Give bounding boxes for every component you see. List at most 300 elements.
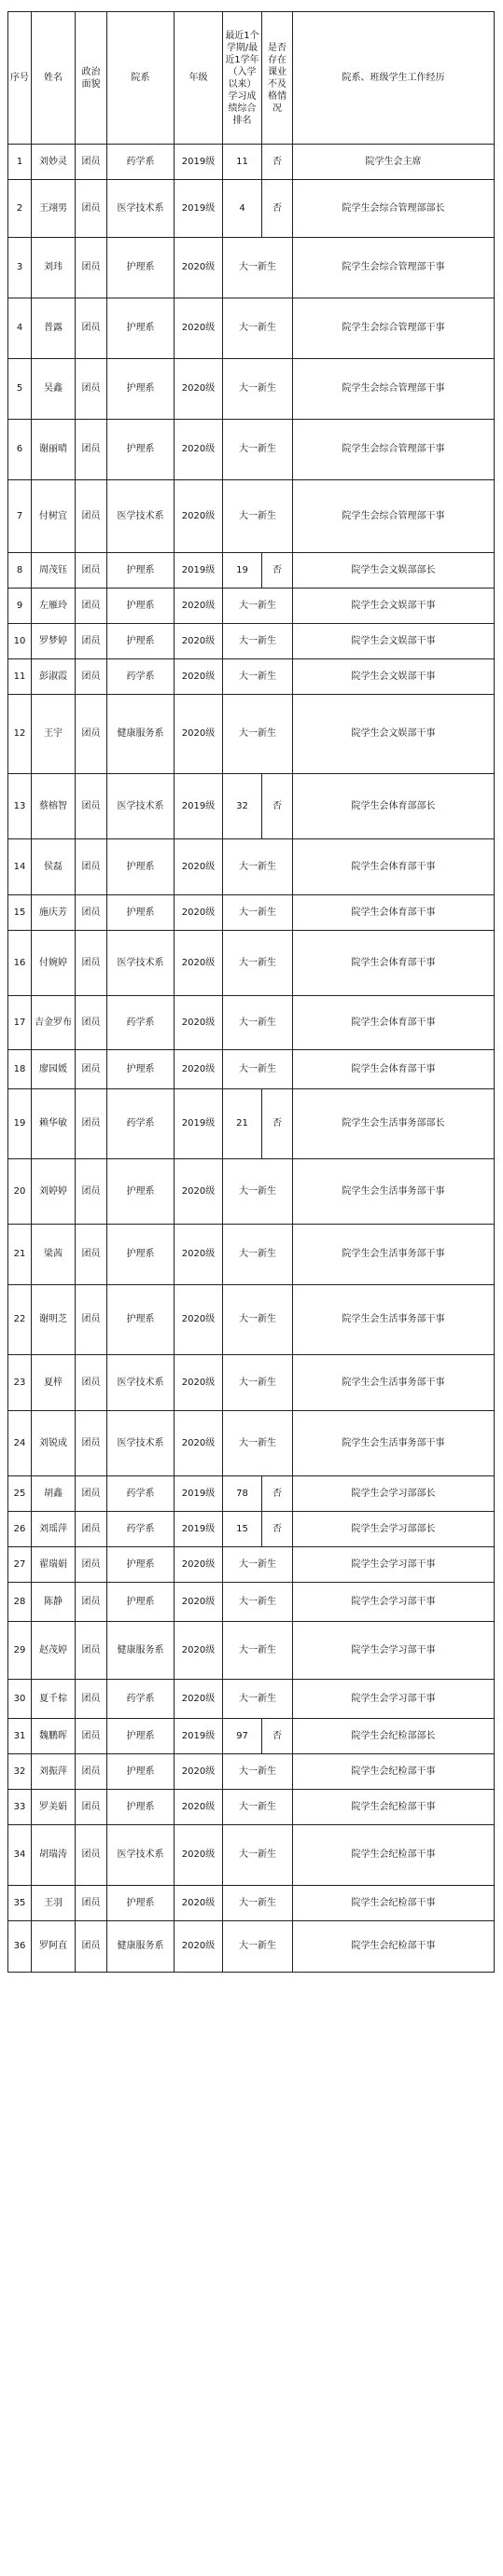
- fail-status-cell: 否: [262, 145, 293, 180]
- department-cell: 药学系: [107, 1512, 175, 1547]
- experience-cell: 院学生会学习部干事: [293, 1680, 495, 1719]
- department-cell: 护理系: [107, 359, 175, 420]
- freshman-note-cell: 大一新生: [223, 1159, 293, 1225]
- political-status-cell: 团员: [76, 1754, 107, 1790]
- name-cell: 胡瑞涛: [32, 1825, 76, 1886]
- table-row: [8, 1476, 495, 1512]
- rank-cell: 4: [223, 180, 262, 238]
- grade-cell: 2020级: [175, 1355, 223, 1411]
- department-cell: 护理系: [107, 1285, 175, 1355]
- freshman-note-cell: 大一新生: [223, 1825, 293, 1886]
- name-cell: 刘锐成: [32, 1411, 76, 1476]
- table-row: [8, 895, 495, 931]
- grade-cell: 2020级: [175, 1680, 223, 1719]
- grade-cell: 2019级: [175, 145, 223, 180]
- freshman-note-cell: 大一新生: [223, 931, 293, 996]
- experience-cell: 院学生会纪检部干事: [293, 1886, 495, 1921]
- name-cell: 付树宜: [32, 480, 76, 553]
- name-cell: 罗梦婷: [32, 624, 76, 659]
- experience-cell: 院学生会生活事务部干事: [293, 1159, 495, 1225]
- row-number-cell: 20: [8, 1159, 32, 1225]
- row-number-cell: 10: [8, 624, 32, 659]
- political-status-cell: 团员: [76, 1089, 107, 1159]
- row-number-cell: 9: [8, 589, 32, 624]
- name-cell: 谢明芝: [32, 1285, 76, 1355]
- row-number-cell: 32: [8, 1754, 32, 1790]
- grade-cell: 2020级: [175, 1825, 223, 1886]
- grade-cell: 2020级: [175, 1583, 223, 1622]
- department-cell: 护理系: [107, 1790, 175, 1825]
- department-cell: 药学系: [107, 1089, 175, 1159]
- experience-cell: 院学生会纪检部部长: [293, 1719, 495, 1754]
- name-cell: 胡鑫: [32, 1476, 76, 1512]
- header-name: 姓名: [32, 12, 76, 145]
- freshman-note-cell: 大一新生: [223, 1285, 293, 1355]
- table-row: [8, 774, 495, 839]
- political-status-cell: 团员: [76, 1790, 107, 1825]
- grade-cell: 2020级: [175, 1921, 223, 1973]
- freshman-note-cell: 大一新生: [223, 1921, 293, 1973]
- department-cell: 护理系: [107, 1050, 175, 1089]
- row-number-cell: 26: [8, 1512, 32, 1547]
- table-row: [8, 839, 495, 895]
- name-cell: 刘婷婷: [32, 1159, 76, 1225]
- grade-cell: 2019级: [175, 1089, 223, 1159]
- political-status-cell: 团员: [76, 659, 107, 695]
- department-cell: 护理系: [107, 238, 175, 298]
- political-status-cell: 团员: [76, 553, 107, 589]
- experience-cell: 院学生会体育部干事: [293, 931, 495, 996]
- grade-cell: 2020级: [175, 1411, 223, 1476]
- freshman-note-cell: 大一新生: [223, 480, 293, 553]
- roster-body: [8, 145, 495, 1973]
- rank-cell: 78: [223, 1476, 262, 1512]
- department-cell: 医学技术系: [107, 1355, 175, 1411]
- row-number-cell: 8: [8, 553, 32, 589]
- department-cell: 护理系: [107, 624, 175, 659]
- row-number-cell: 27: [8, 1547, 32, 1583]
- freshman-note-cell: 大一新生: [223, 589, 293, 624]
- freshman-note-cell: 大一新生: [223, 624, 293, 659]
- name-cell: 施庆芳: [32, 895, 76, 931]
- department-cell: 医学技术系: [107, 480, 175, 553]
- table-row: [8, 1285, 495, 1355]
- row-number-cell: 29: [8, 1622, 32, 1680]
- name-cell: 陈静: [32, 1583, 76, 1622]
- political-status-cell: 团员: [76, 1825, 107, 1886]
- political-status-cell: 团员: [76, 1050, 107, 1089]
- grade-cell: 2020级: [175, 1790, 223, 1825]
- grade-cell: 2020级: [175, 931, 223, 996]
- table-row: [8, 1225, 495, 1285]
- name-cell: 吉金罗布: [32, 996, 76, 1050]
- table-row: [8, 1547, 495, 1583]
- department-cell: 药学系: [107, 145, 175, 180]
- table-row: [8, 996, 495, 1050]
- political-status-cell: 团员: [76, 1225, 107, 1285]
- experience-cell: 院学生会体育部干事: [293, 839, 495, 895]
- header-experience: 院系、班级学生工作经历: [293, 12, 495, 145]
- row-number-cell: 21: [8, 1225, 32, 1285]
- freshman-note-cell: 大一新生: [223, 238, 293, 298]
- rank-cell: 97: [223, 1719, 262, 1754]
- row-number-cell: 7: [8, 480, 32, 553]
- freshman-note-cell: 大一新生: [223, 420, 293, 480]
- grade-cell: 2020级: [175, 624, 223, 659]
- row-number-cell: 2: [8, 180, 32, 238]
- name-cell: 王羽: [32, 1886, 76, 1921]
- table-row: [8, 1886, 495, 1921]
- grade-cell: 2019级: [175, 1476, 223, 1512]
- name-cell: 罗阿直: [32, 1921, 76, 1973]
- experience-cell: 院学生会学习部干事: [293, 1583, 495, 1622]
- experience-cell: 院学生会纪检部干事: [293, 1790, 495, 1825]
- table-row: [8, 480, 495, 553]
- name-cell: 付婉婷: [32, 931, 76, 996]
- experience-cell: 院学生会生活事务部干事: [293, 1285, 495, 1355]
- row-number-cell: 4: [8, 298, 32, 359]
- department-cell: 健康服务系: [107, 1921, 175, 1973]
- table-row: [8, 1159, 495, 1225]
- name-cell: 魏鹏晖: [32, 1719, 76, 1754]
- name-cell: 左雁玲: [32, 589, 76, 624]
- experience-cell: 院学生会综合管理部干事: [293, 298, 495, 359]
- name-cell: 刘妙灵: [32, 145, 76, 180]
- political-status-cell: 团员: [76, 895, 107, 931]
- experience-cell: 院学生会生活事务部干事: [293, 1411, 495, 1476]
- header-no: 序号: [8, 12, 32, 145]
- experience-cell: 院学生会生活事务部干事: [293, 1355, 495, 1411]
- experience-cell: 院学生会学习部部长: [293, 1512, 495, 1547]
- grade-cell: 2020级: [175, 839, 223, 895]
- freshman-note-cell: 大一新生: [223, 1754, 293, 1790]
- experience-cell: 院学生会综合管理部部长: [293, 180, 495, 238]
- table-row: [8, 180, 495, 238]
- department-cell: 护理系: [107, 1754, 175, 1790]
- grade-cell: 2019级: [175, 1719, 223, 1754]
- name-cell: 梁茜: [32, 1225, 76, 1285]
- department-cell: 护理系: [107, 1159, 175, 1225]
- table-row: [8, 1825, 495, 1886]
- department-cell: 护理系: [107, 839, 175, 895]
- political-status-cell: 团员: [76, 1285, 107, 1355]
- rank-cell: 19: [223, 553, 262, 589]
- experience-cell: 院学生会体育部干事: [293, 1050, 495, 1089]
- table-row: [8, 145, 495, 180]
- political-status-cell: 团员: [76, 695, 107, 774]
- table-row: [8, 298, 495, 359]
- department-cell: 护理系: [107, 1583, 175, 1622]
- political-status-cell: 团员: [76, 624, 107, 659]
- table-row: [8, 359, 495, 420]
- experience-cell: 院学生会综合管理部干事: [293, 359, 495, 420]
- political-status-cell: 团员: [76, 1583, 107, 1622]
- department-cell: 护理系: [107, 589, 175, 624]
- fail-status-cell: 否: [262, 1719, 293, 1754]
- row-number-cell: 11: [8, 659, 32, 695]
- name-cell: 谢丽晴: [32, 420, 76, 480]
- political-status-cell: 团员: [76, 180, 107, 238]
- grade-cell: 2020级: [175, 1547, 223, 1583]
- table-row: [8, 1089, 495, 1159]
- experience-cell: 院学生会主席: [293, 145, 495, 180]
- political-status-cell: 团员: [76, 1512, 107, 1547]
- political-status-cell: 团员: [76, 1719, 107, 1754]
- freshman-note-cell: 大一新生: [223, 359, 293, 420]
- department-cell: 医学技术系: [107, 931, 175, 996]
- freshman-note-cell: 大一新生: [223, 1411, 293, 1476]
- freshman-note-cell: 大一新生: [223, 695, 293, 774]
- table-row: [8, 420, 495, 480]
- department-cell: 药学系: [107, 659, 175, 695]
- political-status-cell: 团员: [76, 774, 107, 839]
- grade-cell: 2020级: [175, 1225, 223, 1285]
- name-cell: 刘瑶萍: [32, 1512, 76, 1547]
- table-row: [8, 1583, 495, 1622]
- experience-cell: 院学生会体育部干事: [293, 996, 495, 1050]
- department-cell: 医学技术系: [107, 774, 175, 839]
- header-grade: 年级: [175, 12, 223, 145]
- department-cell: 护理系: [107, 420, 175, 480]
- rank-cell: 15: [223, 1512, 262, 1547]
- name-cell: 刘玮: [32, 238, 76, 298]
- grade-cell: 2020级: [175, 996, 223, 1050]
- row-number-cell: 19: [8, 1089, 32, 1159]
- name-cell: 王宇: [32, 695, 76, 774]
- fail-status-cell: 否: [262, 1512, 293, 1547]
- row-number-cell: 12: [8, 695, 32, 774]
- department-cell: 护理系: [107, 1547, 175, 1583]
- name-cell: 王翊男: [32, 180, 76, 238]
- freshman-note-cell: 大一新生: [223, 1547, 293, 1583]
- experience-cell: 院学生会纪检部干事: [293, 1825, 495, 1886]
- header-political: 政治面貌: [76, 12, 107, 145]
- experience-cell: 院学生会综合管理部干事: [293, 238, 495, 298]
- political-status-cell: 团员: [76, 1355, 107, 1411]
- table-row: [8, 931, 495, 996]
- name-cell: 吴鑫: [32, 359, 76, 420]
- political-status-cell: 团员: [76, 931, 107, 996]
- name-cell: 侯磊: [32, 839, 76, 895]
- experience-cell: 院学生会生活事务部部长: [293, 1089, 495, 1159]
- name-cell: 夏千棕: [32, 1680, 76, 1719]
- grade-cell: 2020级: [175, 1285, 223, 1355]
- name-cell: 廖园媛: [32, 1050, 76, 1089]
- grade-cell: 2020级: [175, 238, 223, 298]
- row-number-cell: 30: [8, 1680, 32, 1719]
- fail-status-cell: 否: [262, 553, 293, 589]
- name-cell: 周茂钰: [32, 553, 76, 589]
- row-number-cell: 34: [8, 1825, 32, 1886]
- row-number-cell: 25: [8, 1476, 32, 1512]
- department-cell: 护理系: [107, 553, 175, 589]
- department-cell: 药学系: [107, 1680, 175, 1719]
- grade-cell: 2020级: [175, 589, 223, 624]
- political-status-cell: 团员: [76, 1622, 107, 1680]
- freshman-note-cell: 大一新生: [223, 298, 293, 359]
- table-row: [8, 695, 495, 774]
- political-status-cell: 团员: [76, 359, 107, 420]
- name-cell: 普露: [32, 298, 76, 359]
- row-number-cell: 36: [8, 1921, 32, 1973]
- experience-cell: 院学生会生活事务部干事: [293, 1225, 495, 1285]
- experience-cell: 院学生会学习部干事: [293, 1622, 495, 1680]
- name-cell: 罗美娟: [32, 1790, 76, 1825]
- experience-cell: 院学生会学习部干事: [293, 1547, 495, 1583]
- rank-cell: 21: [223, 1089, 262, 1159]
- grade-cell: 2019级: [175, 553, 223, 589]
- student-roster-table: [7, 11, 495, 1973]
- table-row: [8, 1790, 495, 1825]
- rank-cell: 32: [223, 774, 262, 839]
- name-cell: 翟瑞娟: [32, 1547, 76, 1583]
- grade-cell: 2020级: [175, 895, 223, 931]
- grade-cell: 2020级: [175, 1050, 223, 1089]
- table-row: [8, 1680, 495, 1719]
- name-cell: 赖华敏: [32, 1089, 76, 1159]
- row-number-cell: 31: [8, 1719, 32, 1754]
- freshman-note-cell: 大一新生: [223, 1050, 293, 1089]
- political-status-cell: 团员: [76, 1680, 107, 1719]
- political-status-cell: 团员: [76, 1547, 107, 1583]
- fail-status-cell: 否: [262, 180, 293, 238]
- grade-cell: 2020级: [175, 420, 223, 480]
- freshman-note-cell: 大一新生: [223, 659, 293, 695]
- experience-cell: 院学生会文娱部干事: [293, 589, 495, 624]
- department-cell: 药学系: [107, 1476, 175, 1512]
- experience-cell: 院学生会纪检部干事: [293, 1754, 495, 1790]
- row-number-cell: 33: [8, 1790, 32, 1825]
- grade-cell: 2020级: [175, 359, 223, 420]
- fail-status-cell: 否: [262, 1089, 293, 1159]
- grade-cell: 2020级: [175, 659, 223, 695]
- grade-cell: 2020级: [175, 1159, 223, 1225]
- grade-cell: 2020级: [175, 1754, 223, 1790]
- department-cell: 护理系: [107, 1225, 175, 1285]
- fail-status-cell: 否: [262, 774, 293, 839]
- table-row: [8, 1719, 495, 1754]
- row-number-cell: 14: [8, 839, 32, 895]
- political-status-cell: 团员: [76, 420, 107, 480]
- experience-cell: 院学生会文娱部干事: [293, 695, 495, 774]
- political-status-cell: 团员: [76, 480, 107, 553]
- grade-cell: 2019级: [175, 774, 223, 839]
- row-number-cell: 35: [8, 1886, 32, 1921]
- department-cell: 医学技术系: [107, 1411, 175, 1476]
- experience-cell: 院学生会文娱部部长: [293, 553, 495, 589]
- grade-cell: 2020级: [175, 298, 223, 359]
- header-dept: 院系: [107, 12, 175, 145]
- row-number-cell: 22: [8, 1285, 32, 1355]
- row-number-cell: 13: [8, 774, 32, 839]
- header-row: [8, 12, 495, 145]
- grade-cell: 2020级: [175, 695, 223, 774]
- experience-cell: 院学生会学习部部长: [293, 1476, 495, 1512]
- grade-cell: 2020级: [175, 1622, 223, 1680]
- freshman-note-cell: 大一新生: [223, 1680, 293, 1719]
- row-number-cell: 15: [8, 895, 32, 931]
- political-status-cell: 团员: [76, 1886, 107, 1921]
- freshman-note-cell: 大一新生: [223, 1790, 293, 1825]
- political-status-cell: 团员: [76, 1921, 107, 1973]
- row-number-cell: 5: [8, 359, 32, 420]
- political-status-cell: 团员: [76, 839, 107, 895]
- freshman-note-cell: 大一新生: [223, 1886, 293, 1921]
- experience-cell: 院学生会纪检部干事: [293, 1921, 495, 1973]
- table-row: [8, 553, 495, 589]
- freshman-note-cell: 大一新生: [223, 839, 293, 895]
- political-status-cell: 团员: [76, 145, 107, 180]
- table-row: [8, 1512, 495, 1547]
- table-row: [8, 659, 495, 695]
- freshman-note-cell: 大一新生: [223, 996, 293, 1050]
- experience-cell: 院学生会文娱部干事: [293, 659, 495, 695]
- table-row: [8, 1921, 495, 1973]
- header-fail: 是否存在课业不及格情况: [262, 12, 293, 145]
- name-cell: 彭淑霞: [32, 659, 76, 695]
- experience-cell: 院学生会体育部干事: [293, 895, 495, 931]
- row-number-cell: 24: [8, 1411, 32, 1476]
- table-row: [8, 589, 495, 624]
- row-number-cell: 1: [8, 145, 32, 180]
- name-cell: 赵茂婷: [32, 1622, 76, 1680]
- table-row: [8, 624, 495, 659]
- political-status-cell: 团员: [76, 1411, 107, 1476]
- row-number-cell: 16: [8, 931, 32, 996]
- grade-cell: 2019级: [175, 1512, 223, 1547]
- experience-cell: 院学生会文娱部干事: [293, 624, 495, 659]
- table-row: [8, 1622, 495, 1680]
- name-cell: 刘振萍: [32, 1754, 76, 1790]
- political-status-cell: 团员: [76, 589, 107, 624]
- name-cell: 夏梓: [32, 1355, 76, 1411]
- department-cell: 护理系: [107, 1886, 175, 1921]
- table-row: [8, 1411, 495, 1476]
- row-number-cell: 23: [8, 1355, 32, 1411]
- department-cell: 医学技术系: [107, 180, 175, 238]
- grade-cell: 2020级: [175, 480, 223, 553]
- department-cell: 医学技术系: [107, 1825, 175, 1886]
- table-row: [8, 238, 495, 298]
- political-status-cell: 团员: [76, 1476, 107, 1512]
- row-number-cell: 17: [8, 996, 32, 1050]
- freshman-note-cell: 大一新生: [223, 1583, 293, 1622]
- table-row: [8, 1355, 495, 1411]
- department-cell: 健康服务系: [107, 1622, 175, 1680]
- experience-cell: 院学生会综合管理部干事: [293, 420, 495, 480]
- row-number-cell: 28: [8, 1583, 32, 1622]
- row-number-cell: 3: [8, 238, 32, 298]
- department-cell: 护理系: [107, 895, 175, 931]
- political-status-cell: 团员: [76, 298, 107, 359]
- row-number-cell: 18: [8, 1050, 32, 1089]
- political-status-cell: 团员: [76, 996, 107, 1050]
- freshman-note-cell: 大一新生: [223, 1225, 293, 1285]
- department-cell: 健康服务系: [107, 695, 175, 774]
- grade-cell: 2020级: [175, 1886, 223, 1921]
- header-rank: 最近1个学期/最近1学年（入学以来）学习成绩综合排名: [223, 12, 262, 145]
- experience-cell: 院学生会综合管理部干事: [293, 480, 495, 553]
- fail-status-cell: 否: [262, 1476, 293, 1512]
- grade-cell: 2019级: [175, 180, 223, 238]
- row-number-cell: 6: [8, 420, 32, 480]
- department-cell: 护理系: [107, 1719, 175, 1754]
- political-status-cell: 团员: [76, 1159, 107, 1225]
- department-cell: 护理系: [107, 298, 175, 359]
- department-cell: 药学系: [107, 996, 175, 1050]
- name-cell: 蔡榕智: [32, 774, 76, 839]
- freshman-note-cell: 大一新生: [223, 895, 293, 931]
